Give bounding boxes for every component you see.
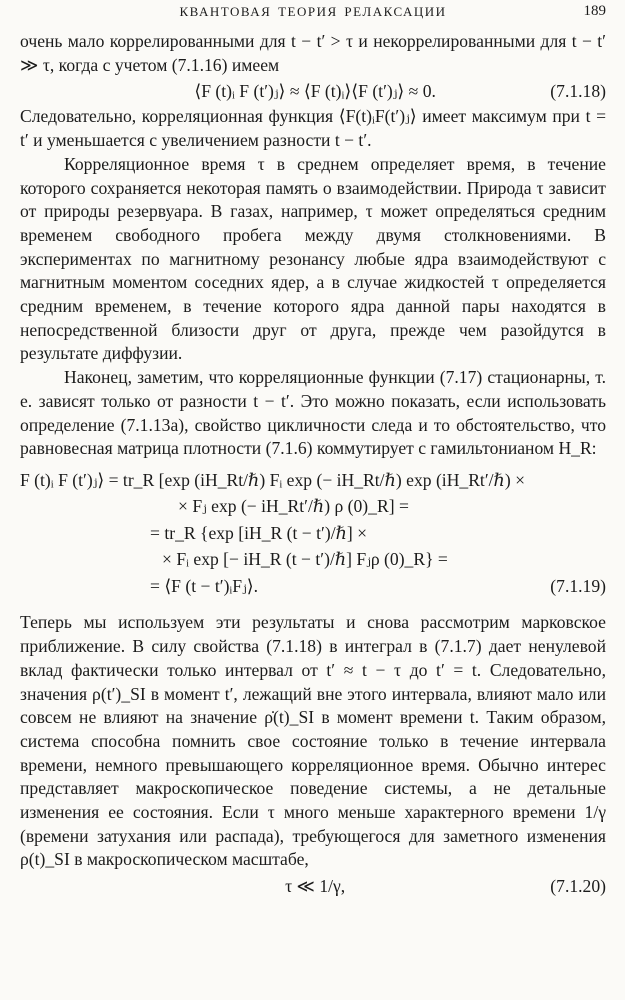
paragraph-2: Следовательно, корреляционная функция ⟨F(t)ᵢF(t′)ⱼ⟩ имеет максимум при t = t′ и уменьшается с увеличением разности t − t′. — [20, 106, 606, 151]
equation-body: τ ≪ 1/γ, — [285, 876, 346, 897]
equation-number: (7.1.20) — [550, 876, 606, 897]
equation-number: (7.1.19) — [550, 575, 606, 596]
page-number: 189 — [583, 3, 606, 19]
equation-7-1-18 — [20, 77, 606, 105]
equation-line — [20, 546, 606, 573]
equation-line — [20, 493, 606, 520]
equation-line — [20, 520, 606, 547]
equation-line — [20, 573, 606, 600]
paragraph-3: Корреляционное время τ в среднем определяет время, в течение которого сохраняется некоторая память о взаимодействии. Природа τ зависит от природы резервуара. В газах, например, τ может определяться средним временем свободного пробега между двумя столкновениями. В экспериментах по магнитному резонансу любые ядра взаимодействуют с магнитным моментом соседних ядер, а в случае жидкостей τ определяется средним временем, в течение которого ядра данной пары находятся в непосредственной близости друг от друга, прежде чем разойдутся в результате диффузии. — [20, 153, 606, 364]
body-text — [20, 30, 606, 900]
equation-7-1-19 — [20, 467, 606, 600]
equation-line-text: × Fⱼ exp (− iH_Rt′/ℏ) ρ (0)_R] = — [178, 496, 409, 517]
equation-line — [20, 467, 606, 494]
paragraph-4: Наконец, заметим, что корреляционные функции (7.17) стационарны, т. е. зависят только от разности t − t′. Это можно показать, если использовать определение (7.1.13а), свойство цикличности следа и то обстоятельство, что равновесная матрица плотности (7.1.6) коммутирует с гамильтонианом H_R: — [20, 367, 606, 459]
equation-line-text: = tr_R {exp [iH_R (t − t′)/ℏ] × — [150, 522, 368, 543]
running-header — [20, 0, 606, 30]
running-title: КВАНТОВАЯ ТЕОРИЯ РЕЛАКСАЦИИ — [179, 4, 447, 19]
paragraph-5: Теперь мы используем эти результаты и снова рассмотрим марковское приближение. В силу свойства (7.1.18) в интеграл в (7.1.7) дает ненулевой вклад фактически только интервал от t′ ≈ t − τ до t′ = t. Следовательно, значения ρ(t′)_SI в момент t′, лежащий вне этого интервала, влияют мало или совсем не влияют на значение ρ̇(t)_SI в момент времени t. Таким образом, система способна помнить свое состояние только в течение интервала времени, немного превышающего корреляционное время. Обычно интерес представляет макроскопическое поведение системы, а не детальные изменения ее состояния. Если τ много меньше характерного времени 1/γ (времени затухания или распада), требующегося для заметного изменения ρ(t)_SI в макроскопическом масштабе, — [20, 612, 606, 870]
equation-line-text: = ⟨F (t − t′)ᵢFⱼ⟩. — [150, 575, 259, 596]
equation-line-text: × Fᵢ exp [− iH_R (t − t′)/ℏ] Fⱼρ (0)_R} = — [162, 549, 448, 570]
equation-7-1-20 — [20, 872, 606, 900]
equation-line-text: F (t)ᵢ F (t′)ⱼ⟩ = tr_R [exp (iH_Rt/ℏ) Fᵢ exp (− iH_Rt/ℏ) exp (iH_Rt′/ℏ) × — [20, 469, 526, 490]
equation-body: ⟨F (t)ᵢ F (t′)ⱼ⟩ ≈ ⟨F (t)ᵢ⟩⟨F (t′)ⱼ⟩ ≈ 0. — [194, 81, 436, 102]
equation-number: (7.1.18) — [550, 81, 606, 102]
paragraph-1: очень мало коррелированными для t − t′ > τ и некоррелированными для t − t′ ≫ τ, когда с учетом (7.1.16) имеем — [20, 31, 606, 75]
